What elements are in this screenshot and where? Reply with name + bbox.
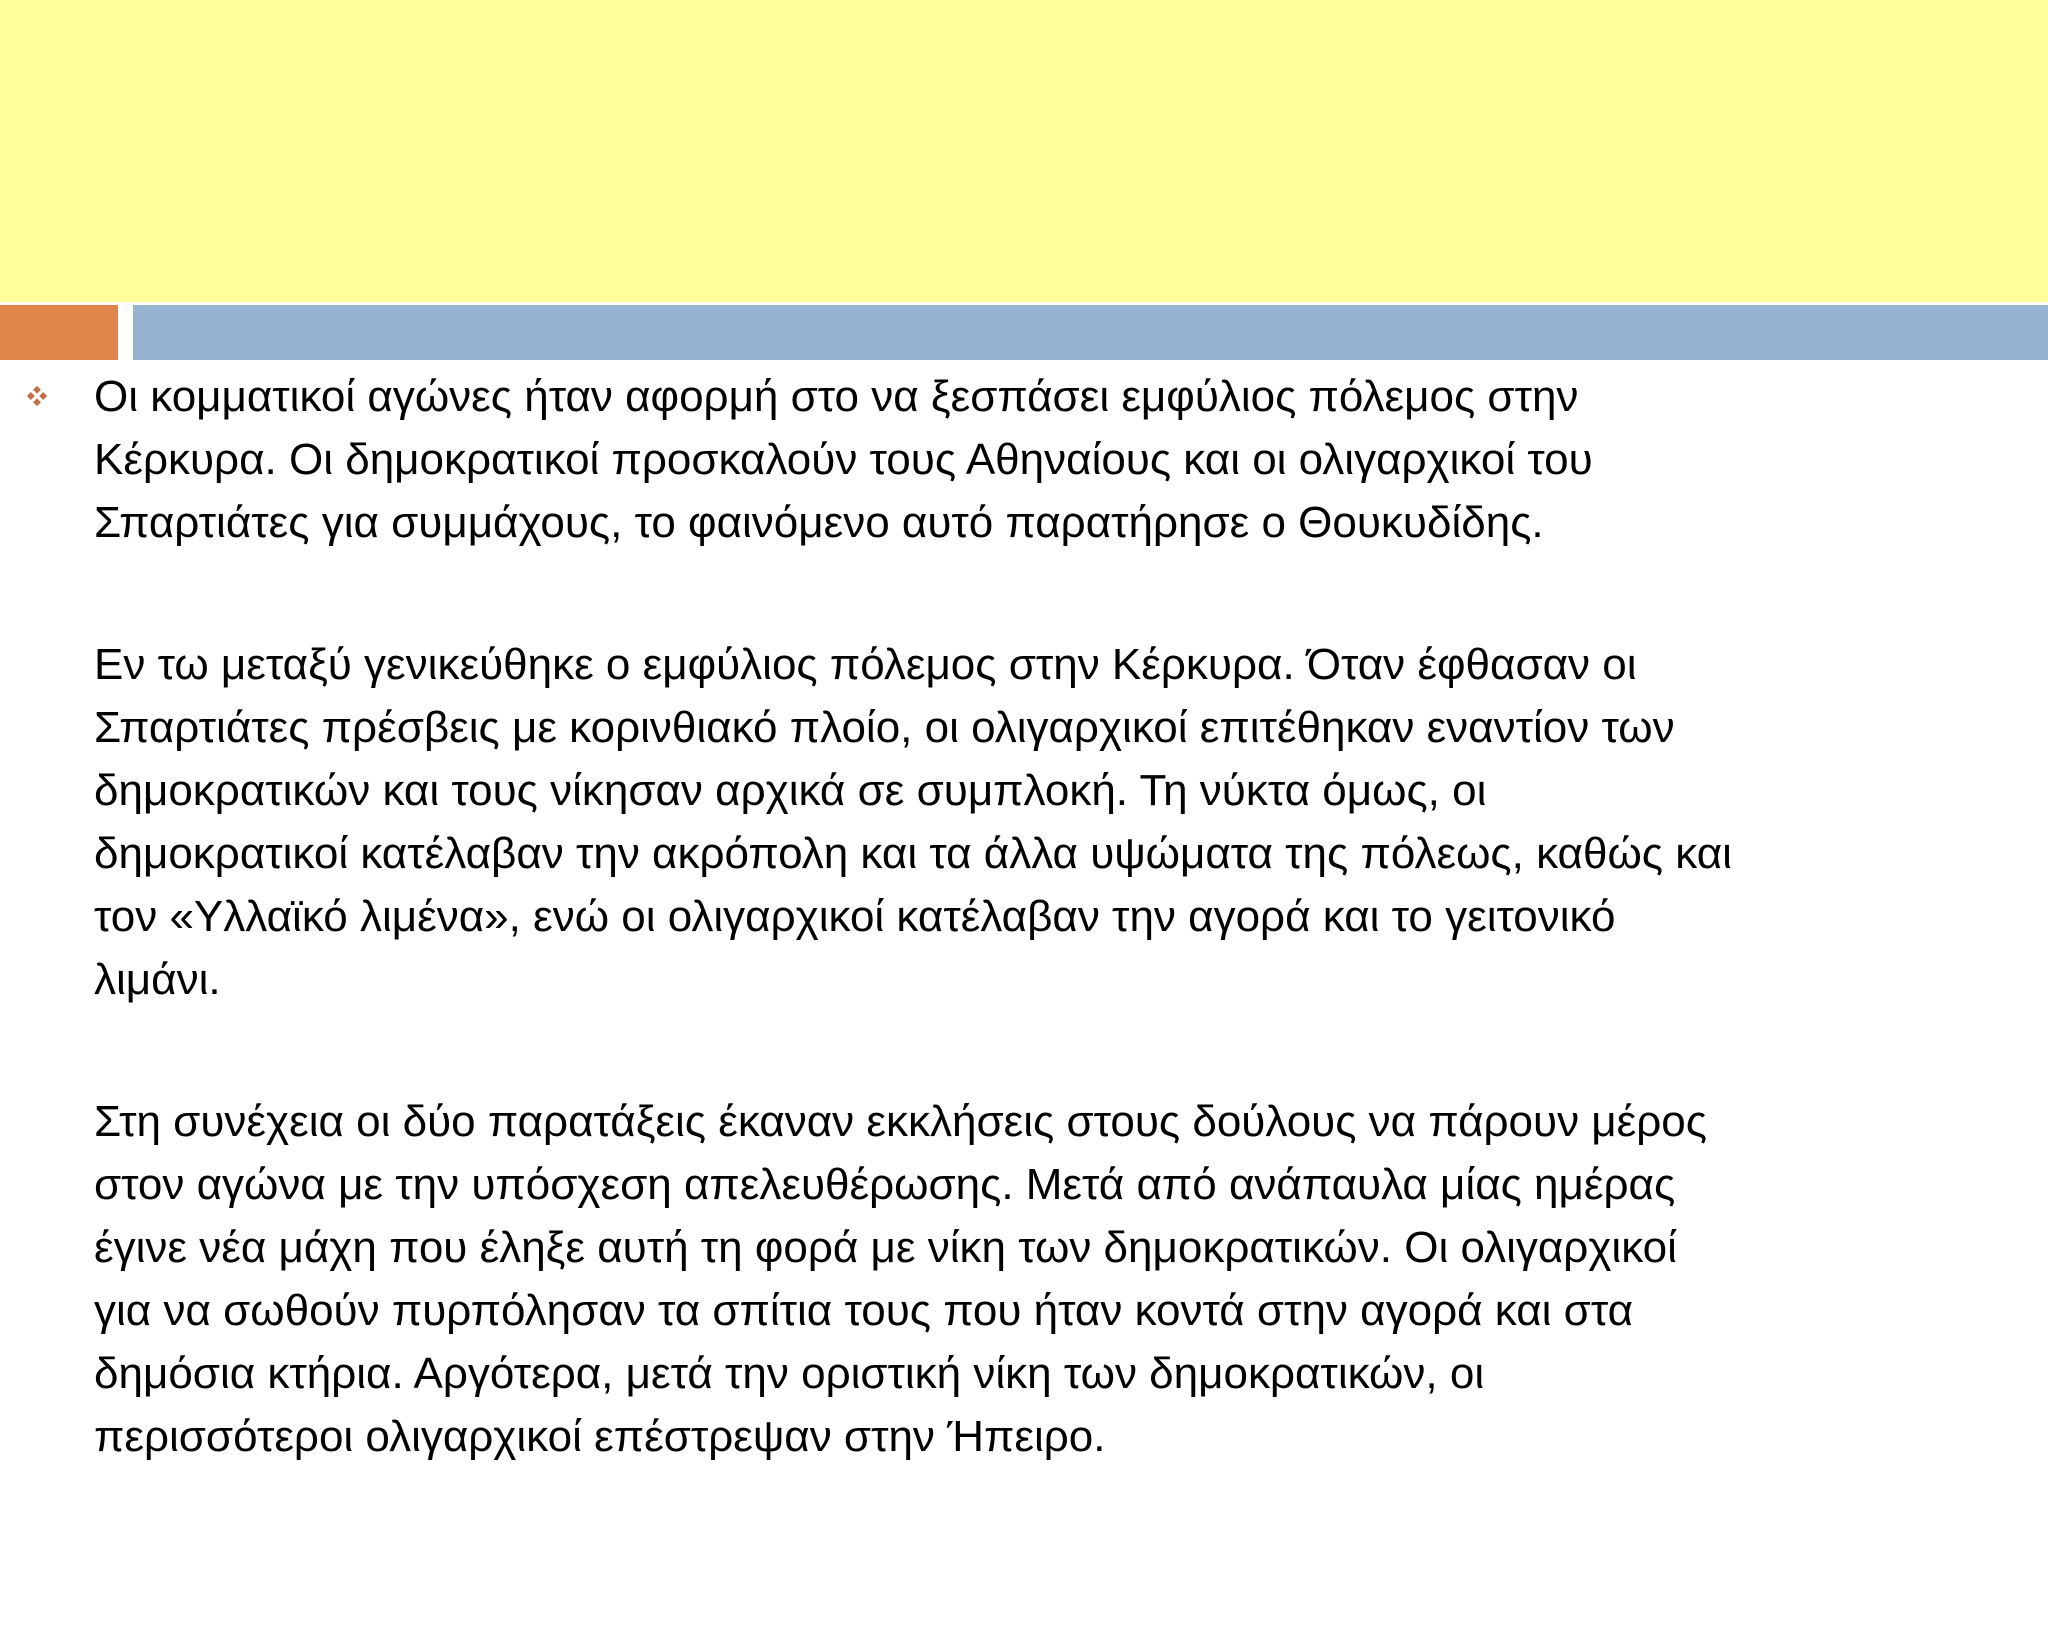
diamond-flower-bullet-icon — [26, 385, 48, 407]
paragraph-1: Οι κομματικοί αγώνες ήταν αφορμή στο να ξεσπάσει εμφύλιος πόλεμος στην Κέρκυρα. Οι δημοκρατικοί προσκαλούν τους Αθηναίους και οι ολιγαρχικοί του Σπαρτιάτες για συμμάχους, το φαινόμενο αυτό παρατήρησε ο Θουκυδίδης. — [94, 372, 1593, 547]
paragraph-2: Εν τω μεταξύ γενικεύθηκε ο εμφύλιος πόλεμος στην Κέρκυρα. Όταν έφθασαν οι Σπαρτιάτες πρέσβεις με κορινθιακό πλοίο, οι ολιγαρχικοί επιτέθηκαν εναντίον των δημοκρατικών και τους νίκησαν αρχικά σε συμπλοκή. Τη νύκτα όμως, οι δημοκρατικοί κατέλαβαν την ακρόπολη και τα άλλα υψώματα της πόλεως, καθώς και τον «Υλλαϊκό λιμένα», ενώ οι ολιγαρχικοί κατέλαβαν την αγορά και το γειτονικό λιμάνι. — [94, 640, 1732, 1004]
accent-bar-orange — [0, 305, 118, 360]
paragraph-3: Στη συνέχεια οι δύο παρατάξεις έκαναν εκκλήσεις στους δούλους να πάρουν μέρος στον αγώνα με την υπόσχεση απελευθέρωσης. Μετά από ανάπαυλα μίας ημέρας έγινε νέα μάχη που έληξε αυτή τη φορά με νίκη των δημοκρατικών. Οι ολιγαρχικοί για να σωθούν πυρπόλησαν τα σπίτια τους που ήταν κοντά στην αγορά και στα δημόσια κτήρια. Αργότερα, μετά την οριστική νίκη των δημοκρατικών, οι περισσότεροι ολιγαρχικοί επέστρεψαν στην Ήπειρο. — [94, 1097, 1707, 1461]
title-band — [0, 0, 2048, 302]
accent-bar-blue — [133, 305, 2048, 360]
